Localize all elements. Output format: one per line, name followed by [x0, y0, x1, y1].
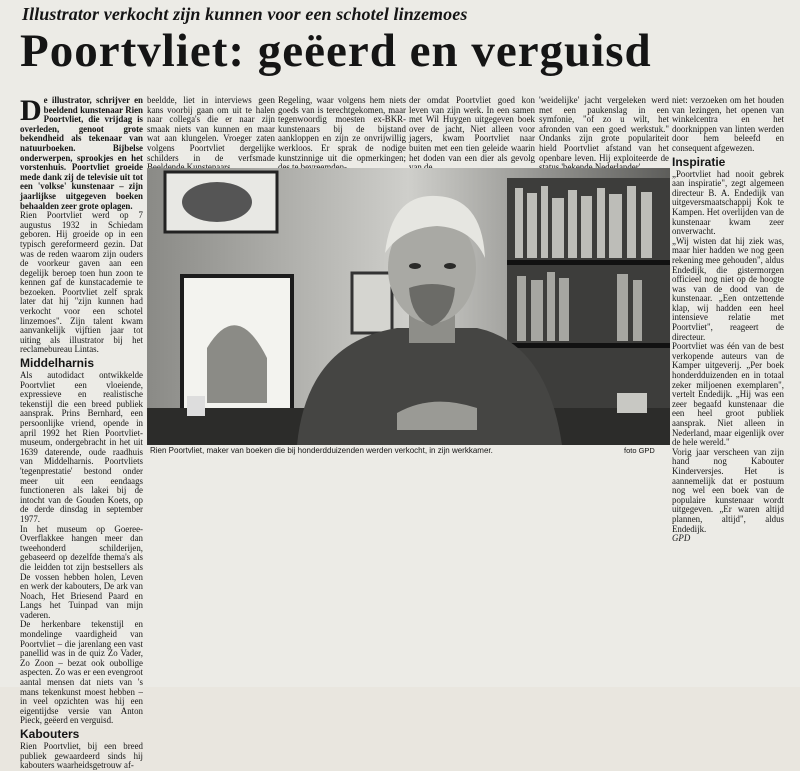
body-paragraph: „Poortvliet had nooit gebrek aan inspiratie", zegt algemeen directeur B. A. Endedijk van uitgeversmaatschappij Kok te Kampen. Het overlijden van de kunstenaar kwam zeer onverwacht.: [672, 168, 784, 237]
column-2: [147, 96, 275, 164]
lead-paragraph: [20, 96, 143, 211]
body-paragraph: Rien Poortvliet, bij een breed publiek gewaardeerd sinds hij kabouters waarheidsgetrouw af-: [20, 741, 143, 771]
body-paragraph: De herkenbare tekenstijl en mondelinge vaardigheid van Poortvliet – die jarenlang een vast panellid was in de quiz Zo Vader, Zo Zoon – bezat ook oubollige aspecten. Zo was er een evengroot aantal mensen dat niets van 's mans tekenkunst moest hebben – in veel opzichten was hij een eigentijdse versie van Anton Pieck, geëerd en verguisd.: [20, 619, 143, 726]
subheading-kabouters: Kabouters: [20, 727, 80, 741]
photo-credit: foto GPD: [624, 446, 655, 455]
portrait-photo: [147, 168, 670, 445]
photo-caption: Rien Poortvliet, maker van boeken die bij honderdduizenden werden verkocht, in zijn werkkamer.: [150, 446, 493, 455]
column-6: [672, 96, 784, 566]
body-paragraph: niet: verzoeken om het houden van lezingen, het openen van winkelcentra en het doorknippen van linten werden door hem beleefd en consequent afgewezen.: [672, 95, 784, 153]
kicker: Illustrator verkocht zijn kunnen voor een schotel linzemoes: [22, 4, 468, 24]
column-1: [20, 94, 143, 771]
body-paragraph: 'weidelijke' jacht vergeleken werd met een paukenslag in een symfonie, "of zo u wilt, het afronden van een goed werkstuk." Ondanks zijn grote populariteit hield Poortvliet afstand van het openbare leven. Hij exploiteerde de: [539, 95, 669, 163]
subheading-middelharnis: Middelharnis: [20, 356, 95, 371]
subheading-inspiratie: Inspiratie: [672, 154, 726, 169]
headline: Poortvliet: geëerd en verguisd: [20, 25, 652, 77]
column-5: [539, 96, 669, 164]
drop-cap: D: [20, 94, 42, 127]
body-paragraph: Rien Poortvliet werd op 7 augustus 1932 in Schiedam geboren. Hij groeide op in een typisch gereformeerd gezin. Dat was de reden waarom zijn ouders de voorkeur gaven aan een degelijk beroep toen hun zoon te kennen gaf de kunstacademie te bezoeken. Poortvliet zelf sprak later dat hij "zijn kunnen had verkocht voor een schotel linzemoes". Zijn talent kwam aanvankelijk vijftien jaar tot uiting als illustrator bij het reclamebureau Lintas.: [20, 210, 143, 355]
body-paragraph: „Wij wisten dat hij ziek was, maar hier hadden we nog geen rekening mee gehouden", aldus Endedijk, die gistermorgen officieel nog niet op de hoogte was van de dood van de kunstenaar. „Een ontzettende klap, wij hadden een heel intensieve relatie met Poortvliet", reageert de directeur.: [672, 235, 784, 342]
body-paragraph: Poortvliet was één van de best verkopende auteurs van de Kamper uitgeverij. „Per boek honderdduizenden en in totaal zeker miljoenen exemplaren", vertelt Endedijk. „Hij was een zeer begaafd kunstenaar die een heel groot publiek aansprak. Niet alleen in Nederland, maar eigenlijk over de hele wereld.": [672, 341, 784, 448]
body-paragraph: Regeling, waar volgens hem niets goeds van is terechtgekomen, maar tegenwoordig moesten ex-BKR-kunstenaars bij de bijstand aankloppen en zijn ze onvrijwillig werkloos. Er sprak de nodige kunstzinnige uit die opmerkingen;: [278, 95, 406, 163]
body-paragraph: Als autodidact ontwikkelde Poortvliet een vloeiende, expressieve en realistische tekenstijl die een breed publiek aansprak. Prins Bernhard, een persoonlijke vriend, opende in april 1992 het Rien Poortvliet-museum, ondergebracht in het uit 1639 daterende, oude raadhuis van Middelharnis. Poortvliets 'tegenprestatie' bestond onder meer uit een eendaags functioneren als lakei bij de intocht van de Gouden Koets, op de derde dinsdag in september 1977.: [20, 370, 143, 524]
body-paragraph: In het museum op Goeree-Overflakkee hangen meer dan tweehonderd schilderijen, gebaseerd op dezelfde thema's als die leidden tot zijn bestsellers als De vossen hebben holen, Leven en werk der kabouters, De ark van Noach, Het Briesend Paard en Langs het Tuinpad van mijn vaderen.: [20, 523, 143, 620]
lead-text: e illustrator, schrijver en beeldend kunstenaar Rien Poortvliet, die vrijdag is overleden, genoot grote bekendheid als tekenaar van natuurboeken. Bijbelse onderwerpen, sprookjes en het vorstenhuis. Poortvliet groeide mede dank zij de televisie uit tot een 'volkse' kunstenaar – zijn jaarlijkse uitgegeven boeken behaalden zeer grote oplagen.: [20, 95, 143, 211]
body-paragraph: Vorig jaar verscheen van zijn hand nog Kabouter Kinderversjes. Het is aannemelijk dat er postuum nog wel een boek van de populaire kunstenaar wordt uitgegeven. „Er waren altijd plannen, altijd", aldus Endedijk.: [672, 446, 784, 534]
portrait-photo-graphic: [147, 168, 670, 445]
column-4: [409, 96, 535, 164]
body-paragraph: der omdat Poortvliet goed kon leven van zijn werk. In een samen met Wil Huygen uitgegeven boek over de jacht, Niet alleen voor jagers, kwam Poortvliet naar buiten met een tien geleide waarin het doden van een dier als gevolg: [409, 95, 535, 163]
body-paragraph: beeldde, liet in interviews geen kans voorbij gaan om uit te halen naar collega's die er naar zijn smaak niets van kunnen en maar wat aan klungelen. Vroeger zaten volgens Poortvliet dergelijke schilders in de verfsmade: [147, 95, 275, 163]
byline-signature: GPD: [672, 533, 691, 544]
column-3: [278, 96, 406, 164]
